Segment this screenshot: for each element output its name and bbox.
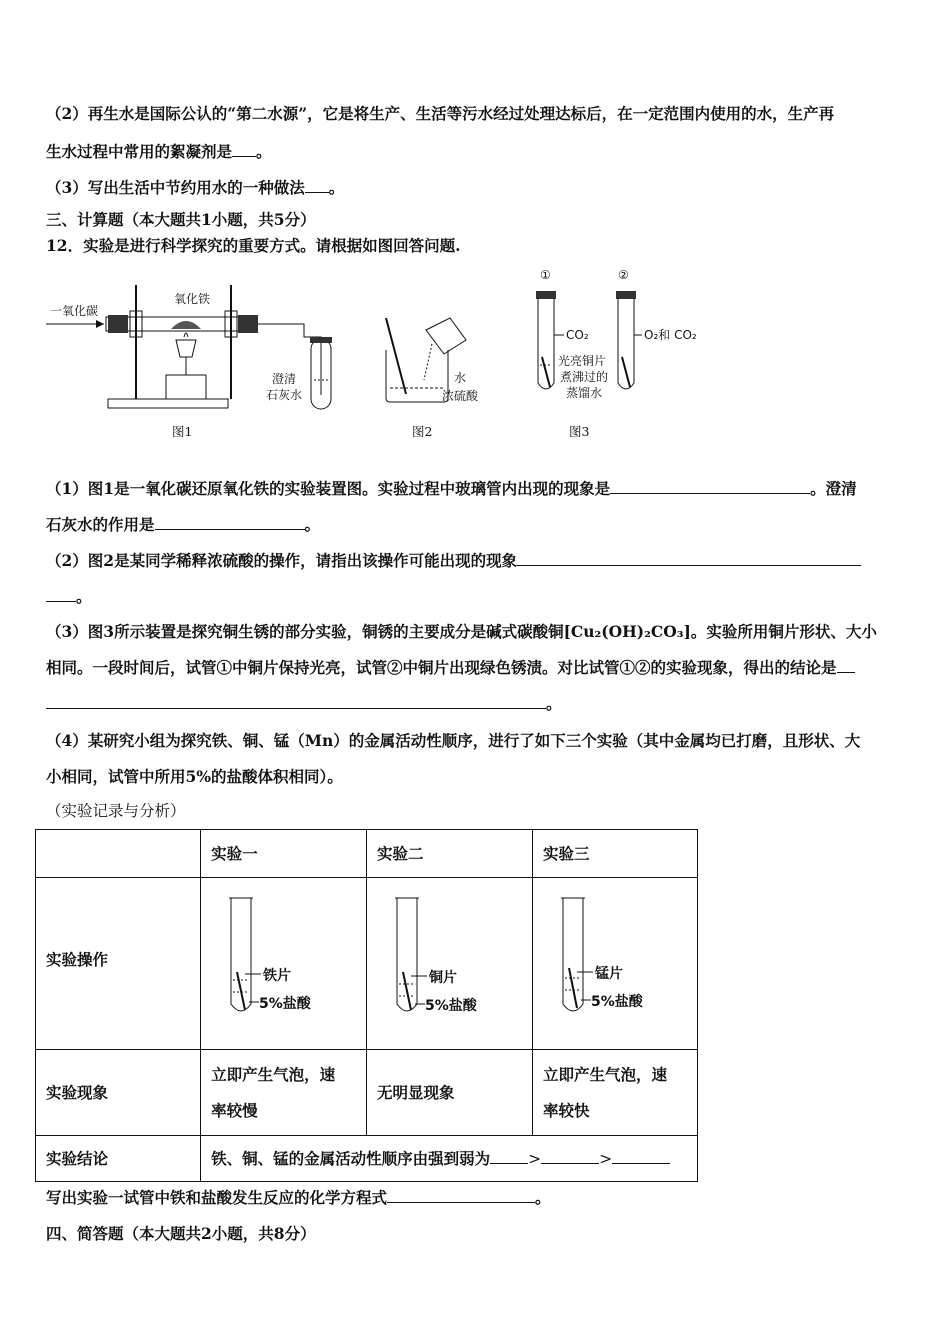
table-cell-empty: [36, 830, 201, 878]
table-header-exp1: 实验一: [201, 830, 367, 878]
answer-blank[interactable]: [305, 178, 329, 193]
q11-part2-line1: （2）再生水是国际公认的“第二水源”，它是将生产、生活等污水经过处理达标后，在一定范围内使用的水，生产再: [46, 104, 835, 123]
acid-label-3: 5%盐酸: [591, 994, 643, 1010]
q12-part2-line2: 。: [46, 585, 910, 607]
answer-blank[interactable]: [387, 1188, 535, 1203]
acid-label-1: 5%盐酸: [259, 996, 311, 1012]
figure-3-caption: 图3: [569, 424, 590, 439]
answer-blank[interactable]: [837, 658, 855, 673]
row-label-operation: 实验操作: [36, 878, 201, 1050]
q12-part1-line1: （1）图1是一氧化碳还原氧化铁的实验装置图。实验过程中玻璃管内出现的现象是 。澄清: [46, 479, 857, 498]
phenomenon-exp3: 立即产生气泡，速 率较快: [533, 1050, 698, 1136]
phenomenon-exp1: 立即产生气泡，速 率较慢: [201, 1050, 367, 1136]
test-tube-iron: [211, 892, 351, 1022]
row-label-conclusion: 实验结论: [36, 1136, 201, 1182]
tube-cell-exp2: [367, 878, 533, 1050]
table-header-exp2: 实验二: [367, 830, 533, 878]
tube-cell-exp3: [533, 878, 698, 1050]
distilled-water-label: 蒸馏水: [566, 386, 603, 400]
answer-blank[interactable]: [46, 587, 76, 602]
q12-part4-line2: 小相同，试管中所用5%的盐酸体积相同）。: [46, 767, 343, 786]
section-3-heading: 三、计算题（本大题共1小题，共5分）: [46, 210, 316, 229]
table-header-row: [36, 830, 698, 878]
answer-blank[interactable]: [517, 551, 861, 566]
bright-copper-label: 光亮铜片: [558, 354, 607, 368]
co2-label: CO₂: [566, 328, 589, 342]
o2-co2-label: O₂和 CO₂: [644, 328, 697, 342]
manganese-strip-label: 锰片: [595, 966, 623, 982]
limewater-label-1: 澄清: [272, 372, 297, 386]
acid-label-2: 5%盐酸: [425, 998, 477, 1014]
answer-blank[interactable]: [155, 515, 305, 530]
answer-blank[interactable]: [541, 1149, 599, 1164]
conc-acid-label: 浓硫酸: [442, 389, 479, 403]
figure-1-caption: 图1: [172, 424, 193, 439]
test-tube-manganese: [543, 892, 683, 1022]
row-label-phenomenon: 实验现象: [36, 1050, 201, 1136]
table-row-conclusion: [36, 1136, 698, 1182]
conclusion-cell: 铁、铜、锰的金属活动性顺序由强到弱为 > >: [201, 1136, 698, 1182]
co-label: 一氧化碳: [50, 304, 99, 318]
iron-oxide-label: 氧化铁: [174, 292, 211, 306]
tube-cell-exp1: [201, 878, 367, 1050]
tube-2-number: ②: [618, 268, 629, 282]
q12-stem: 12．实验是进行科学探究的重要方式。请根据如图回答问题.: [46, 236, 461, 255]
q11-part2-line2: 生水过程中常用的絮凝剂是 。: [46, 142, 272, 161]
table-row-operation: [36, 878, 698, 1050]
equation-prompt: 写出实验一试管中铁和盐酸发生反应的化学方程式 。: [46, 1188, 551, 1207]
tube-1-number: ①: [540, 268, 551, 282]
answer-blank[interactable]: [612, 1149, 670, 1164]
q12-part2-line1: （2）图2是某同学稀释浓硫酸的操作，请指出该操作可能出现的现象: [46, 549, 910, 571]
table-row-phenomenon: [36, 1050, 698, 1136]
q12-part3-line3: 。: [46, 692, 910, 714]
answer-blank[interactable]: [610, 479, 810, 494]
section-4-heading: 四、简答题（本大题共2小题，共8分）: [46, 1224, 316, 1243]
q12-part3-line2: 相同。一段时间后，试管①中铜片保持光亮，试管②中铜片出现绿色锈渍。对比试管①②的实验现象，得出的结论是: [46, 656, 910, 678]
figure-1-co-reduction-apparatus: [46, 285, 366, 415]
answer-blank[interactable]: [232, 142, 256, 157]
phenomenon-exp2: 无明显现象: [367, 1050, 533, 1136]
limewater-label-2: 石灰水: [266, 388, 303, 402]
q12-part4-line1: （4）某研究小组为探究铁、铜、锰（Mn）的金属活动性顺序，进行了如下三个实验（其中金属均已打磨，且形状、大: [46, 731, 861, 750]
record-title: （实验记录与分析）: [46, 802, 186, 820]
answer-blank[interactable]: [46, 694, 546, 709]
q12-part3-line1: （3）图3所示装置是探究铜生锈的部分实验，铜锈的主要成分是碱式碳酸铜[Cu₂(OH)₂CO₃]。实验所用铜片形状、大小: [46, 622, 877, 641]
boiled-label: 煮沸过的: [560, 370, 609, 384]
q11-part3: （3）写出生活中节约用水的一种做法 。: [46, 178, 345, 197]
experiment-record-table: [35, 829, 698, 1182]
figure-2-diluting-acid: [380, 310, 500, 410]
water-label: 水: [454, 371, 467, 385]
copper-strip-label: 铜片: [429, 970, 458, 986]
test-tube-copper: [377, 892, 517, 1022]
figure-3-copper-rust: [520, 265, 720, 410]
table-header-exp3: 实验三: [533, 830, 698, 878]
figure-2-caption: 图2: [412, 424, 433, 439]
iron-strip-label: 铁片: [263, 968, 292, 984]
answer-blank[interactable]: [490, 1149, 528, 1164]
q12-part1-line2: 石灰水的作用是 。: [46, 515, 321, 534]
